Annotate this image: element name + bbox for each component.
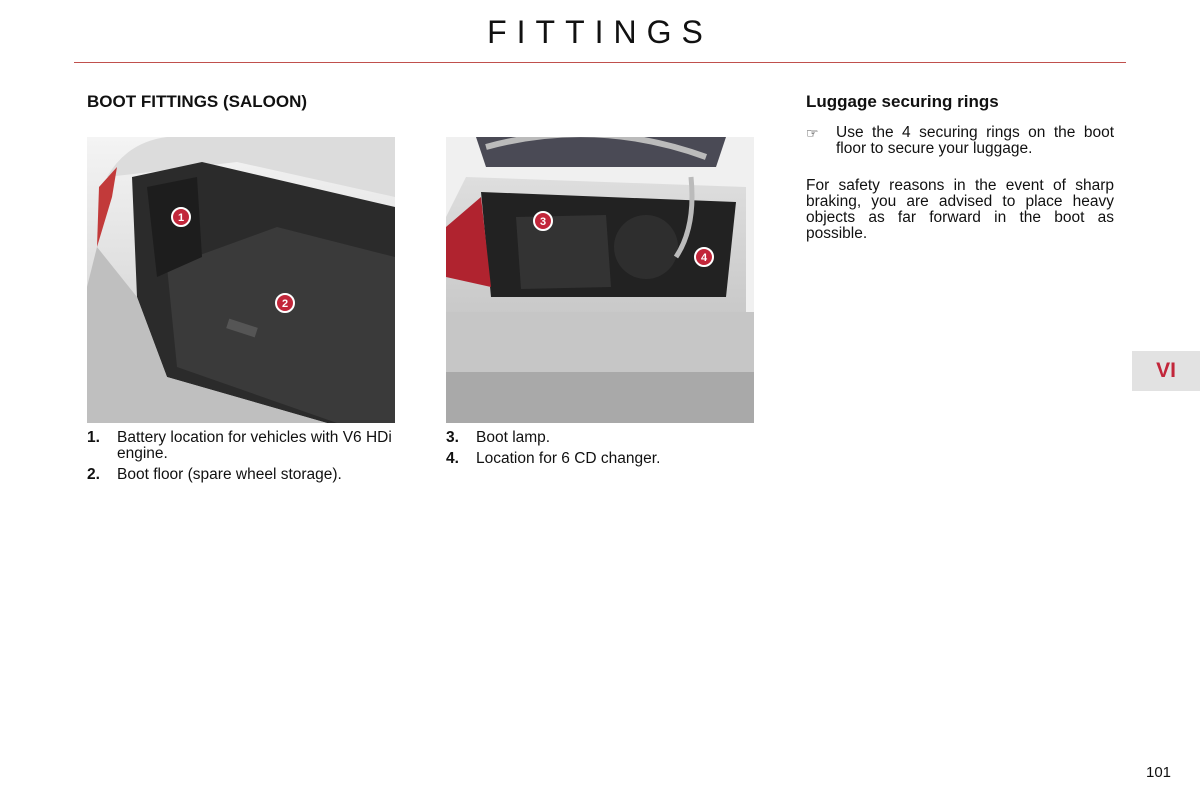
boot-interior-illustration xyxy=(87,137,395,423)
boot-photo-rear-view xyxy=(446,137,754,423)
item-text: Boot lamp. xyxy=(476,429,551,446)
bullet-text: Use the 4 securing rings on the boot floor to secure your luggage. xyxy=(836,124,1114,157)
svg-text:1: 1 xyxy=(177,212,185,224)
boot-photo-saloon-interior xyxy=(87,137,395,423)
svg-text:4: 4 xyxy=(700,252,708,264)
list-item xyxy=(446,451,766,467)
pointing-hand-icon: ☞ xyxy=(806,125,819,141)
chapter-tab: VI xyxy=(1132,351,1200,391)
page-title: FITTINGS xyxy=(487,14,713,50)
item-number: 2. xyxy=(87,466,100,483)
item-text: Boot floor (spare wheel storage). xyxy=(117,466,342,483)
callout-3 xyxy=(534,212,552,230)
callout-2 xyxy=(276,294,294,312)
luggage-rings-title: Luggage securing rings xyxy=(806,92,999,111)
svg-text:2: 2 xyxy=(281,298,289,310)
list-item xyxy=(87,467,399,483)
bullet-item xyxy=(806,125,1114,157)
boot-rear-illustration xyxy=(446,137,754,423)
item-number: 4. xyxy=(446,450,459,467)
item-number: 3. xyxy=(446,429,459,446)
svg-text:3: 3 xyxy=(539,216,547,228)
item-text: Battery location for vehicles with V6 HDi engine. xyxy=(117,429,392,462)
photo2-key-list xyxy=(446,430,766,472)
callout-4 xyxy=(695,248,713,266)
safety-note: For safety reasons in the event of sharp braking, you are advised to place heavy objects as far forward in the boot as possible. xyxy=(806,177,1114,242)
list-item xyxy=(87,430,399,462)
header-rule xyxy=(74,62,1126,63)
page-number: 101 xyxy=(1146,764,1172,781)
photo1-key-list xyxy=(87,430,399,488)
section-title: BOOT FITTINGS (SALOON) xyxy=(87,92,308,111)
item-number: 1. xyxy=(87,429,100,446)
item-text: Location for 6 CD changer. xyxy=(476,450,661,467)
callout-1 xyxy=(172,208,190,226)
list-item xyxy=(446,430,766,446)
